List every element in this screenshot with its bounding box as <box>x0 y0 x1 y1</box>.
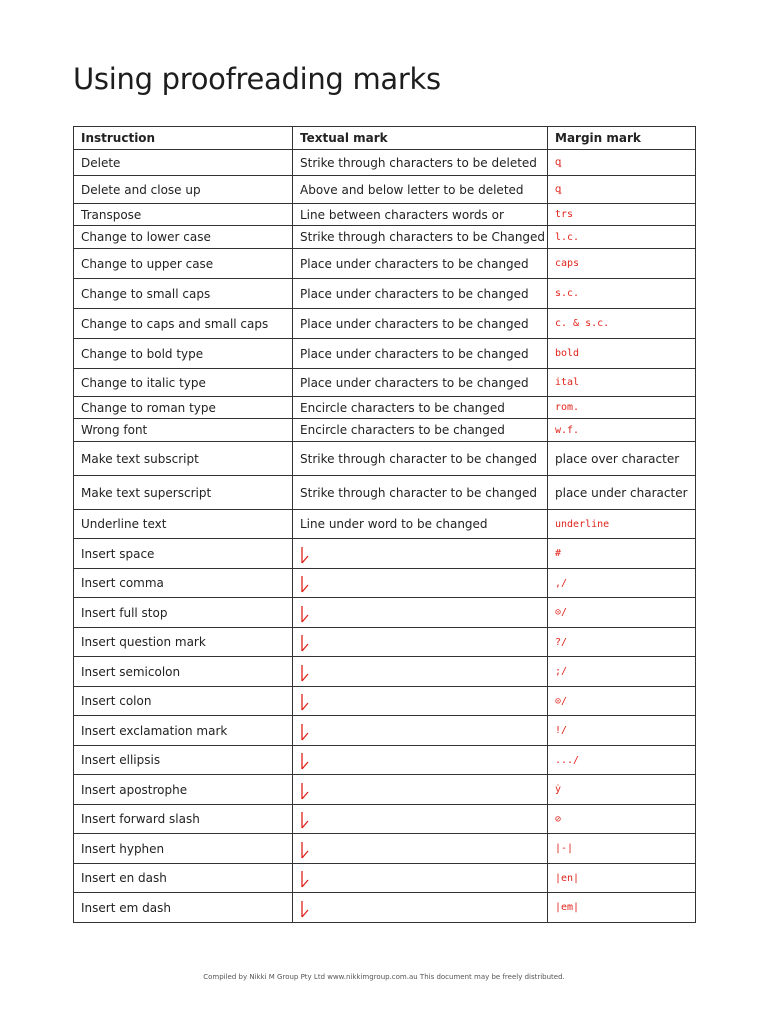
margin-mark-cell: ⊙/ <box>548 598 696 628</box>
margin-mark-cell: c. & s.c. <box>548 309 696 339</box>
caret-mark-icon <box>300 634 310 652</box>
header-instruction: Instruction <box>74 127 293 150</box>
header-margin-mark: Margin mark <box>548 127 696 150</box>
table-row <box>74 442 696 476</box>
textual-mark-cell <box>293 539 548 569</box>
page-title: Using proofreading marks <box>73 62 441 96</box>
textual-mark-cell: Place under characters to be changed <box>293 369 548 397</box>
table-row <box>74 476 696 510</box>
margin-mark-cell: ꝗ <box>548 176 696 204</box>
textual-mark-cell <box>293 628 548 657</box>
table-row <box>74 805 696 834</box>
table-row <box>74 657 696 687</box>
table-row <box>74 746 696 775</box>
table-row <box>74 204 696 226</box>
caret-mark-icon <box>300 605 310 623</box>
caret-mark-icon <box>300 664 310 682</box>
footer-credit: Compiled by Nikki M Group Pty Ltd www.nikkimgroup.com.au This document may be freely distributed. <box>203 973 565 981</box>
instruction-cell: Insert en dash <box>74 864 293 893</box>
table-row <box>74 893 696 923</box>
table-row <box>74 226 696 249</box>
instruction-cell: Change to roman type <box>74 397 293 419</box>
table-row <box>74 249 696 279</box>
table-row <box>74 716 696 746</box>
instruction-cell: Change to italic type <box>74 369 293 397</box>
instruction-cell: Change to caps and small caps <box>74 309 293 339</box>
textual-mark-cell: Above and below letter to be deleted <box>293 176 548 204</box>
table-row <box>74 598 696 628</box>
margin-mark-cell: # <box>548 539 696 569</box>
textual-mark-cell: Place under characters to be changed <box>293 339 548 369</box>
instruction-cell: Transpose <box>74 204 293 226</box>
margin-mark-cell: s.c. <box>548 279 696 309</box>
margin-mark-cell: ⊘ <box>548 805 696 834</box>
table-row <box>74 775 696 805</box>
instruction-cell: Insert hyphen <box>74 834 293 864</box>
margin-mark-cell: .../ <box>548 746 696 775</box>
instruction-cell: Insert exclamation mark <box>74 716 293 746</box>
instruction-cell: Delete <box>74 150 293 176</box>
textual-mark-cell <box>293 598 548 628</box>
margin-mark-cell: ?/ <box>548 628 696 657</box>
caret-mark-icon <box>300 575 310 593</box>
margin-mark-cell: |em| <box>548 893 696 923</box>
margin-mark-cell: ꝗ <box>548 150 696 176</box>
margin-mark-cell: place over character <box>548 442 696 476</box>
table-row <box>74 419 696 442</box>
textual-mark-cell <box>293 746 548 775</box>
table-row <box>74 150 696 176</box>
caret-mark-icon <box>300 546 310 564</box>
instruction-cell: Change to upper case <box>74 249 293 279</box>
caret-mark-icon <box>300 900 310 918</box>
table-row <box>74 864 696 893</box>
textual-mark-cell: Place under characters to be changed <box>293 309 548 339</box>
instruction-cell: Delete and close up <box>74 176 293 204</box>
margin-mark-cell: rom. <box>548 397 696 419</box>
table-row <box>74 176 696 204</box>
table-row <box>74 510 696 539</box>
margin-mark-cell: caps <box>548 249 696 279</box>
table-header-row <box>74 127 696 150</box>
caret-mark-icon <box>300 811 310 829</box>
margin-mark-cell: trs <box>548 204 696 226</box>
instruction-cell: Insert forward slash <box>74 805 293 834</box>
proofreading-table <box>73 126 696 923</box>
instruction-cell: Insert apostrophe <box>74 775 293 805</box>
textual-mark-cell: Strike through characters to be Changed <box>293 226 548 249</box>
margin-mark-cell: bold <box>548 339 696 369</box>
textual-mark-cell: Line under word to be changed <box>293 510 548 539</box>
instruction-cell: Insert comma <box>74 569 293 598</box>
margin-mark-cell: ⊙/ <box>548 687 696 716</box>
margin-mark-cell: |-| <box>548 834 696 864</box>
textual-mark-cell: Place under characters to be changed <box>293 249 548 279</box>
textual-mark-cell: Line between characters words or <box>293 204 548 226</box>
textual-mark-cell <box>293 569 548 598</box>
instruction-cell: Wrong font <box>74 419 293 442</box>
instruction-cell: Insert full stop <box>74 598 293 628</box>
margin-mark-cell: w.f. <box>548 419 696 442</box>
instruction-cell: Make text subscript <box>74 442 293 476</box>
margin-mark-cell: ,/ <box>548 569 696 598</box>
table-row <box>74 397 696 419</box>
caret-mark-icon <box>300 723 310 741</box>
caret-mark-icon <box>300 752 310 770</box>
table-row <box>74 687 696 716</box>
table-row <box>74 834 696 864</box>
margin-mark-cell: !/ <box>548 716 696 746</box>
caret-mark-icon <box>300 841 310 859</box>
instruction-cell: Underline text <box>74 510 293 539</box>
textual-mark-cell <box>293 864 548 893</box>
table-row <box>74 539 696 569</box>
table-row <box>74 369 696 397</box>
caret-mark-icon <box>300 870 310 888</box>
margin-mark-cell: ẏ <box>548 775 696 805</box>
textual-mark-cell: Encircle characters to be changed <box>293 419 548 442</box>
textual-mark-cell <box>293 834 548 864</box>
table-row <box>74 339 696 369</box>
table-row <box>74 569 696 598</box>
instruction-cell: Insert em dash <box>74 893 293 923</box>
caret-mark-icon <box>300 693 310 711</box>
textual-mark-cell: Strike through character to be changed <box>293 442 548 476</box>
textual-mark-cell <box>293 657 548 687</box>
textual-mark-cell: Strike through character to be changed <box>293 476 548 510</box>
table-row <box>74 279 696 309</box>
instruction-cell: Change to bold type <box>74 339 293 369</box>
textual-mark-cell <box>293 687 548 716</box>
caret-mark-icon <box>300 782 310 800</box>
margin-mark-cell: |en| <box>548 864 696 893</box>
textual-mark-cell <box>293 805 548 834</box>
margin-mark-cell: ;/ <box>548 657 696 687</box>
margin-mark-cell: place under character <box>548 476 696 510</box>
margin-mark-cell: ital <box>548 369 696 397</box>
instruction-cell: Insert colon <box>74 687 293 716</box>
header-textual-mark: Textual mark <box>293 127 548 150</box>
instruction-cell: Change to lower case <box>74 226 293 249</box>
textual-mark-cell: Strike through characters to be deleted <box>293 150 548 176</box>
textual-mark-cell <box>293 716 548 746</box>
margin-mark-cell: underline <box>548 510 696 539</box>
textual-mark-cell <box>293 775 548 805</box>
table-row <box>74 309 696 339</box>
margin-mark-cell: l.c. <box>548 226 696 249</box>
instruction-cell: Insert semicolon <box>74 657 293 687</box>
textual-mark-cell: Place under characters to be changed <box>293 279 548 309</box>
table-row <box>74 628 696 657</box>
instruction-cell: Change to small caps <box>74 279 293 309</box>
textual-mark-cell: Encircle characters to be changed <box>293 397 548 419</box>
instruction-cell: Insert space <box>74 539 293 569</box>
instruction-cell: Insert question mark <box>74 628 293 657</box>
instruction-cell: Make text superscript <box>74 476 293 510</box>
instruction-cell: Insert ellipsis <box>74 746 293 775</box>
textual-mark-cell <box>293 893 548 923</box>
